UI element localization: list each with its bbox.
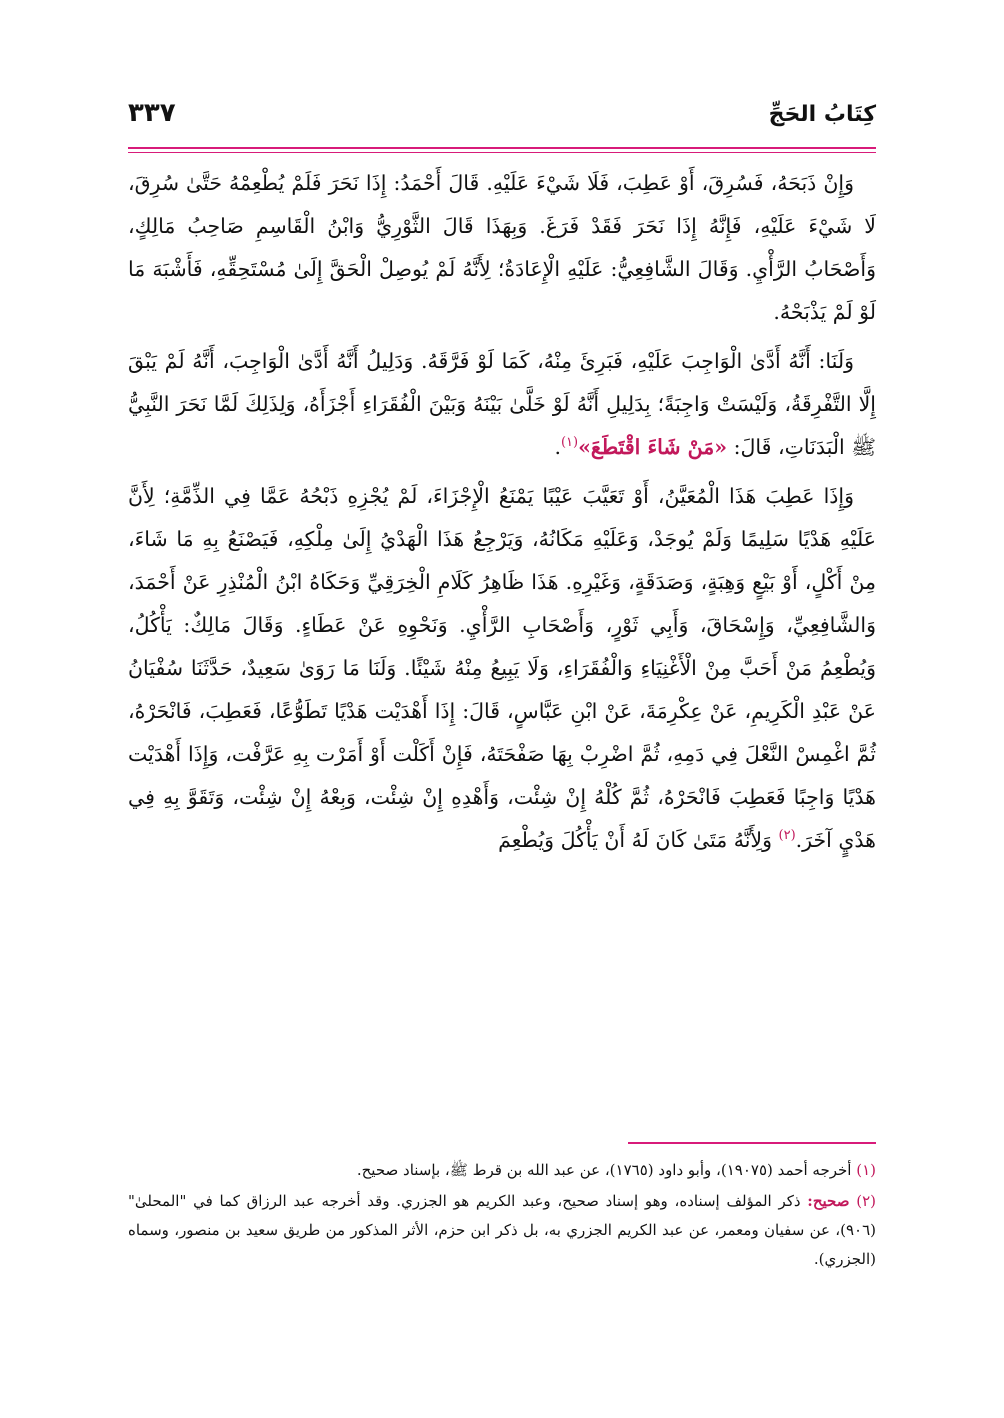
footnote-2-text: ذكر المؤلف إسناده، وهو إسناد صحيح، وعبد الكريم هو الجزري. وقد أخرجه عبد الرزاق كما في "المحلىٰ" (٩٠٦)، عن سفيان ومعمر، عن عبد الكريم الجزري به، بل ذكر ابن حزم، الأثر المذكور من طريق سعيد بن منصور، وسماه (الجزري).	[128, 1192, 876, 1268]
paragraph-2-text: وَلَنَا: أَنَّهُ أَدَّىٰ الْوَاجِبَ عَلَيْهِ، فَبَرِئَ مِنْهُ، كَمَا لَوْ فَرَّقَهُ. وَدَلِيلُ أَنَّهُ أَدَّىٰ الْوَاجِبَ، أَنَّهُ لَمْ يَبْقَ إِلَّا التَّفْرِقَةُ، وَلَيْسَتْ وَاجِبَةً؛ بِدَلِيلِ أَنَّهُ لَوْ خَلَّىٰ بَيْنَهُ وَبَيْنَ الْفُقَرَاءِ أَجْزَأَهُ، وَلِذَلِكَ لَمَّا نَحَرَ النَّبِيُّ ﷺ الْبَدَنَاتِ، قَالَ:	[128, 349, 876, 459]
footnote-1-text: أخرجه أحمد (١٩٠٧٥)، وأبو داود (١٧٦٥)، عن عبد الله بن قرط ﷺ، بإسناد صحيح.	[356, 1161, 857, 1179]
paragraph-2	[128, 340, 876, 469]
paragraph-3-text: وَإِذَا عَطِبَ هَذَا الْمُعَيَّنُ، أَوْ تَعَيَّبَ عَيْبًا يَمْنَعُ الْإِجْزَاءَ، لَمْ يُجْزِهِ ذَبْحُهُ عَمَّا فِي الذِّمَّةِ؛ لِأَنَّ عَلَيْهِ هَدْيًا سَلِيمًا وَلَمْ يُوجَدْ، وَعَلَيْهِ مَكَانُهُ، وَيَرْجِعُ هَذَا الْهَدْيُ إِلَىٰ مِلْكِهِ، فَيَصْنَعُ بِهِ مَا شَاءَ، مِنْ أَكْلٍ، أَوْ بَيْعٍ وَهِبَةٍ، وَصَدَقَةٍ، وَغَيْرِهِ. هَذَا ظَاهِرُ كَلَامِ الْخِرَقِيِّ وَحَكَاهُ ابْنُ الْمُنْذِرِ عَنْ أَحْمَدَ، وَالشَّافِعِيِّ، وَإِسْحَاقَ، وَأَبِي ثَوْرٍ، وَأَصْحَابِ الرَّأْيِ. وَنَحْوِهِ عَنْ عَطَاءٍ. وَقَالَ مَالِكٌ: يَأْكُلُ، وَيُطْعِمُ مَنْ أَحَبَّ مِنْ الْأَغْنِيَاءِ وَالْفُقَرَاءِ، وَلَا يَبِيعُ مِنْهُ شَيْئًا. وَلَنَا مَا رَوَىٰ سَعِيدٌ، حَدَّثَنَا سُفْيَانُ عَنْ عَبْدِ الْكَرِيمِ، عَنْ عِكْرِمَةَ، عَنْ ابْنِ عَبَّاسٍ، قَالَ: إِذَا أَهْدَيْت هَدْيًا تَطَوُّعًا، فَعَطِبَ، فَانْحَرْهُ، ثُمَّ اغْمِسْ النَّعْلَ فِي دَمِهِ، ثُمَّ اضْرِبْ بِهَا صَفْحَتَهُ، فَإِنْ أَكَلْت أَوْ أَمَرْت بِهِ عَرَّفْت، وَإِذَا أَهْدَيْت هَدْيًا وَاجِبًا فَعَطِبَ فَانْحَرْهُ، ثُمَّ كُلْهُ إِنْ شِئْت، وَأَهْدِهِ إِنْ شِئْت، وَبِعْهُ إِنْ شِئْت، وَتَقَوَّ بِهِ فِي هَدْيٍ آخَرَ.	[128, 484, 876, 852]
main-text	[128, 162, 876, 868]
header-rule	[128, 147, 876, 149]
footnote-2-grade: صحيح:	[807, 1192, 850, 1210]
footnote-ref-2[interactable]: (٢)	[778, 828, 796, 844]
footnote-rule	[628, 1142, 876, 1144]
footnotes	[128, 1156, 876, 1276]
book-title: كِتَابُ الحَجِّ	[768, 102, 876, 127]
paragraph-3	[128, 475, 876, 862]
hadith-quote: «مَنْ شَاءَ اقْتَطَعَ»	[578, 435, 728, 459]
footnote-1-number: (١)	[856, 1161, 876, 1179]
footnote-2	[128, 1187, 876, 1274]
page-number: ٣٣٧	[128, 98, 176, 128]
header-rule-thin	[128, 152, 876, 153]
footnote-ref-1[interactable]: (١)	[560, 435, 579, 451]
paragraph-3-end: وَلِأَنَّهُ مَتَىٰ كَانَ لَهُ أَنْ يَأْكُلَ وَيُطْعِمَ	[498, 828, 779, 852]
paragraph-1: وَإِنْ ذَبَحَهُ، فَسُرِقَ، أَوْ عَطِبَ، فَلَا شَيْءَ عَلَيْهِ. قَالَ أَحْمَدُ: إِذَا نَحَرَ فَلَمْ يُطْعِمْهُ حَتَّىٰ سُرِقَ، لَا شَيْءَ عَلَيْهِ، فَإِنَّهُ إِذَا نَحَرَ فَقَدْ فَرَغَ. وَبِهَذَا قَالَ الثَّوْرِيُّ وَابْنُ الْقَاسِمِ صَاحِبُ مَالِكٍ، وَأَصْحَابُ الرَّأْيِ. وَقَالَ الشَّافِعِيُّ: عَلَيْهِ الْإِعَادَةُ؛ لِأَنَّهُ لَمْ يُوصِلْ الْحَقَّ إِلَىٰ مُسْتَحِقِّهِ، فَأَشْبَهَ مَا لَوْ لَمْ يَذْبَحْهُ.	[128, 171, 876, 324]
footnote-2-number: (٢)	[856, 1192, 876, 1210]
page-header	[128, 92, 876, 138]
footnote-1	[128, 1156, 876, 1185]
paragraph-2-end: .	[554, 435, 561, 459]
